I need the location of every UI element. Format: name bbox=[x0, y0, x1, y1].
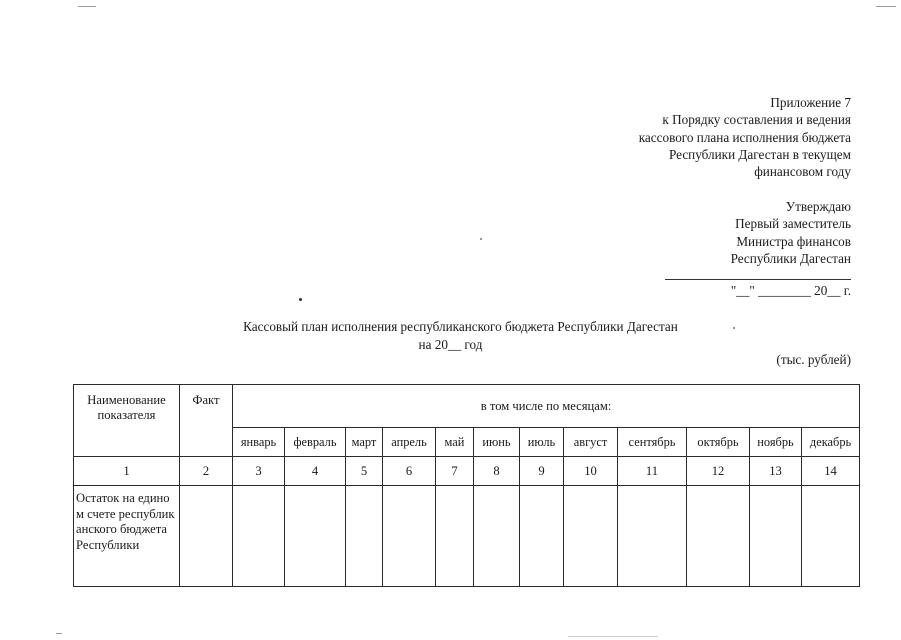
header-month: июль bbox=[520, 428, 564, 457]
table-cell bbox=[285, 486, 346, 587]
column-number: 11 bbox=[618, 457, 687, 486]
header-month: октябрь bbox=[687, 428, 750, 457]
column-numbers-row bbox=[74, 457, 860, 486]
scan-mark-top-right bbox=[876, 6, 896, 7]
column-number: 9 bbox=[520, 457, 564, 486]
scan-speck bbox=[299, 298, 302, 301]
header-month: январь bbox=[233, 428, 285, 457]
table-cell bbox=[233, 486, 285, 587]
header-month: апрель bbox=[383, 428, 436, 457]
header-month: июнь bbox=[474, 428, 520, 457]
table-cell bbox=[687, 486, 750, 587]
header-month: ноябрь bbox=[750, 428, 802, 457]
column-number: 14 bbox=[802, 457, 860, 486]
row-label: Остаток на едином счете республиканского бюджета Республики bbox=[74, 486, 180, 587]
title-line-1: Кассовый план исполнения республиканского бюджета Республики Дагестан bbox=[243, 319, 678, 334]
column-number: 10 bbox=[564, 457, 618, 486]
scan-speck bbox=[480, 238, 482, 240]
table-cell bbox=[618, 486, 687, 587]
approval-line: Республики Дагестан bbox=[730, 250, 851, 266]
appendix-line: к Порядку составления и ведения bbox=[662, 112, 851, 128]
column-number: 8 bbox=[474, 457, 520, 486]
table-cell bbox=[750, 486, 802, 587]
column-number: 13 bbox=[750, 457, 802, 486]
table-header-row bbox=[74, 385, 860, 428]
table-cell bbox=[383, 486, 436, 587]
table-cell bbox=[520, 486, 564, 587]
column-number: 2 bbox=[180, 457, 233, 486]
table-cell bbox=[564, 486, 618, 587]
table-cell bbox=[180, 486, 233, 587]
units-label: (тыс. рублей) bbox=[776, 352, 851, 367]
header-month: май bbox=[436, 428, 474, 457]
table-cell bbox=[346, 486, 383, 587]
appendix-reference bbox=[639, 94, 851, 180]
appendix-line: кассового плана исполнения бюджета bbox=[638, 129, 851, 145]
appendix-line: Приложение 7 bbox=[770, 95, 851, 110]
scan-mark-bottom-left bbox=[56, 633, 62, 634]
approval-date: "__" ________ 20__ г. bbox=[730, 283, 851, 298]
document-title bbox=[0, 318, 901, 353]
header-month: декабрь bbox=[802, 428, 860, 457]
signature-line bbox=[665, 279, 851, 280]
header-indicator-name: Наименование показателя bbox=[74, 385, 180, 457]
header-months-group: в том числе по месяцам: bbox=[233, 385, 860, 428]
header-month: август bbox=[564, 428, 618, 457]
table-cell bbox=[436, 486, 474, 587]
appendix-line: финансовом году bbox=[754, 164, 851, 180]
approval-block bbox=[731, 198, 851, 267]
cash-plan-table bbox=[73, 384, 860, 587]
approval-line: Министра финансов bbox=[736, 233, 851, 249]
table-cell bbox=[802, 486, 860, 587]
table-cell bbox=[474, 486, 520, 587]
column-number: 4 bbox=[285, 457, 346, 486]
header-month: февраль bbox=[285, 428, 346, 457]
column-number: 3 bbox=[233, 457, 285, 486]
column-number: 6 bbox=[383, 457, 436, 486]
column-number: 12 bbox=[687, 457, 750, 486]
scan-mark-top-left bbox=[78, 6, 96, 7]
appendix-line: Республики Дагестан в текущем bbox=[668, 146, 851, 162]
approval-line: Утверждаю bbox=[785, 199, 851, 214]
header-fact: Факт bbox=[180, 385, 233, 457]
header-month: март bbox=[346, 428, 383, 457]
table-row bbox=[74, 486, 860, 587]
column-number: 1 bbox=[74, 457, 180, 486]
title-line-2: на 20__ год bbox=[418, 336, 483, 352]
column-number: 7 bbox=[436, 457, 474, 486]
scan-mark-bottom-right bbox=[568, 636, 658, 637]
approval-line: Первый заместитель bbox=[735, 216, 851, 232]
column-number: 5 bbox=[346, 457, 383, 486]
header-month: сентябрь bbox=[618, 428, 687, 457]
